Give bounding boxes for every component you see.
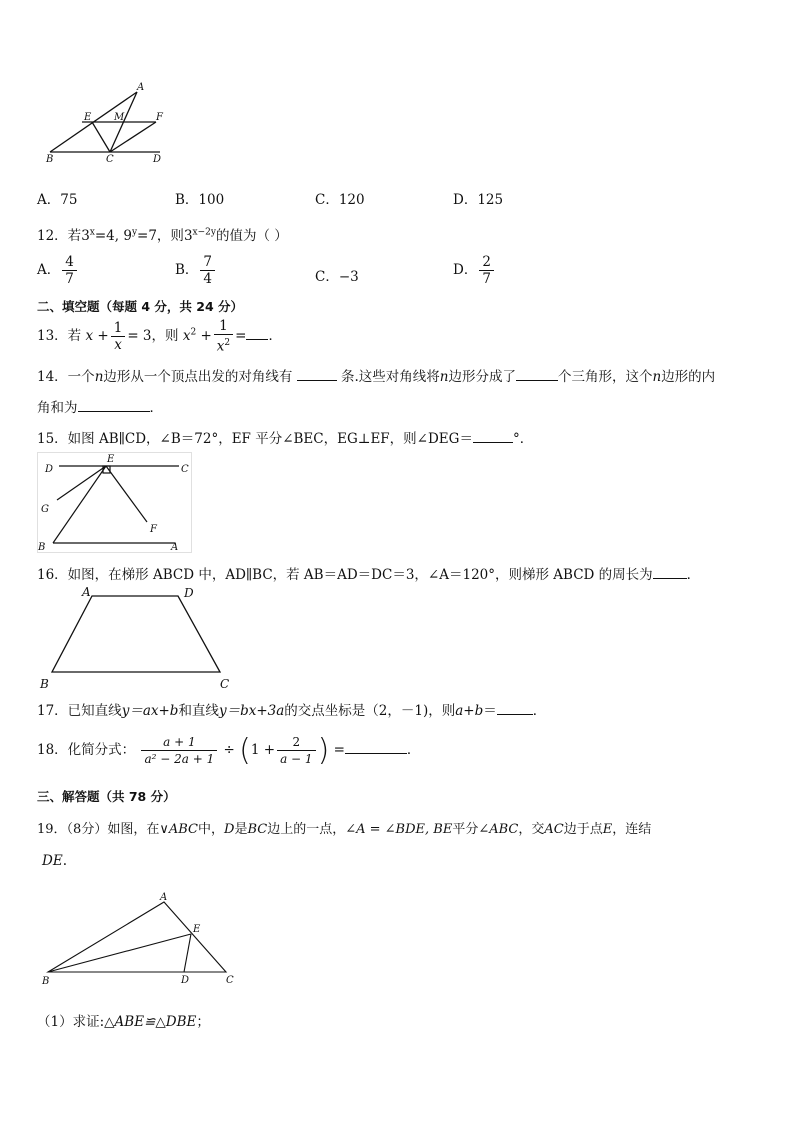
fig19-label-a: A xyxy=(160,892,168,903)
q11-option-d: D．125 xyxy=(453,192,504,208)
section3-heading: 三、解答题（共 78 分） xyxy=(37,789,176,804)
fig15-label-b: B xyxy=(38,542,46,553)
q19-stem-line1: 19．（8分）如图，在∨ABC中，D是BC边上的一点，∠A = ∠BDE, BE平分∠ABC，交AC边于点E，连结 xyxy=(37,822,652,837)
section2-heading: 二、填空题（每题 4 分，共 24 分） xyxy=(37,299,244,314)
fig11-label-a: A xyxy=(137,82,145,93)
q11-option-c: C．120 xyxy=(315,192,365,208)
fig15-label-a: A xyxy=(171,542,179,553)
q12-option-d: D． $\frac{2}{7}$ xyxy=(453,254,496,287)
fig11-label-b: B xyxy=(46,154,54,165)
fig15-label-f: F xyxy=(150,524,157,535)
q19-part1: （1）求证:△ABE≌△DBE； xyxy=(37,1014,210,1030)
fig16-label-d: D xyxy=(184,586,194,600)
q19-figure xyxy=(38,890,240,990)
fig16-label-c: C xyxy=(220,677,230,691)
q17-stem: 17．已知直线y＝ax+b和直线y＝bx+3a的交点坐标是（2，－1)，则a+b＝ ． xyxy=(37,703,547,719)
fig19-label-b: B xyxy=(42,976,50,987)
q16-stem: 16．如图，在梯形 ABCD 中，AD∥BC，若 AB＝AD＝DC＝3，∠A＝120°，则梯形 ABCD 的周长为 ． xyxy=(37,567,701,583)
q12-stem: 12．若$3^x=4$, $9^y=7$，则$3^{x-2y}$的值为（ ） xyxy=(37,227,288,244)
q14-line1: 14．一个n边形从一个顶点出发的对角线有 条.这些对角线将n边形分成了 个三角形，这个n边形的内 xyxy=(37,369,716,385)
fig11-label-c: C xyxy=(106,154,114,165)
fig11-label-f: F xyxy=(156,112,163,123)
q13-stem: 13．若 x + $\frac{1}{x}$ = 3，则 $x^2$ + $\frac{1}{x^2}$ = ． xyxy=(37,318,282,355)
fig19-label-e: E xyxy=(193,924,201,935)
fig16-label-b: B xyxy=(40,677,49,691)
q12-option-a: A． $\frac{4}{7}$ xyxy=(37,254,79,287)
fig19-label-d: D xyxy=(181,975,190,986)
q12-option-b: B． $\frac{7}{4}$ xyxy=(175,254,217,287)
q15-stem: 15．如图 AB∥CD，∠B＝72°，EF 平分∠BEC，EG⊥EF，则∠DEG＝ °． xyxy=(37,431,534,447)
q12-option-c: C．−3 xyxy=(315,269,359,285)
fig15-label-e: E xyxy=(107,454,115,465)
fig11-label-m: M xyxy=(114,112,125,123)
fig19-label-c: C xyxy=(226,975,234,986)
q15-figure xyxy=(37,452,193,554)
q14-line2: 角和为 ． xyxy=(37,400,163,416)
fig11-label-d: D xyxy=(153,154,162,165)
q11-option-b: B．100 xyxy=(175,192,225,208)
q19-stem-line2: DE. xyxy=(42,853,67,869)
fig15-label-c: C xyxy=(181,464,189,475)
q16-figure xyxy=(36,584,236,692)
q18-stem: 18．化简分式： $\frac{a + 1}{\text{a² − 2a + 1}}$ ÷ (1 + $\frac{2}{a - 1}$ ) = ． xyxy=(37,733,421,768)
fig11-label-e: E xyxy=(84,112,92,123)
q11-figure xyxy=(40,80,170,170)
q11-option-a: A．75 xyxy=(37,192,78,208)
fig16-label-a: A xyxy=(82,585,91,599)
fig15-label-g: G xyxy=(41,504,49,515)
fig15-label-d: D xyxy=(45,464,54,475)
